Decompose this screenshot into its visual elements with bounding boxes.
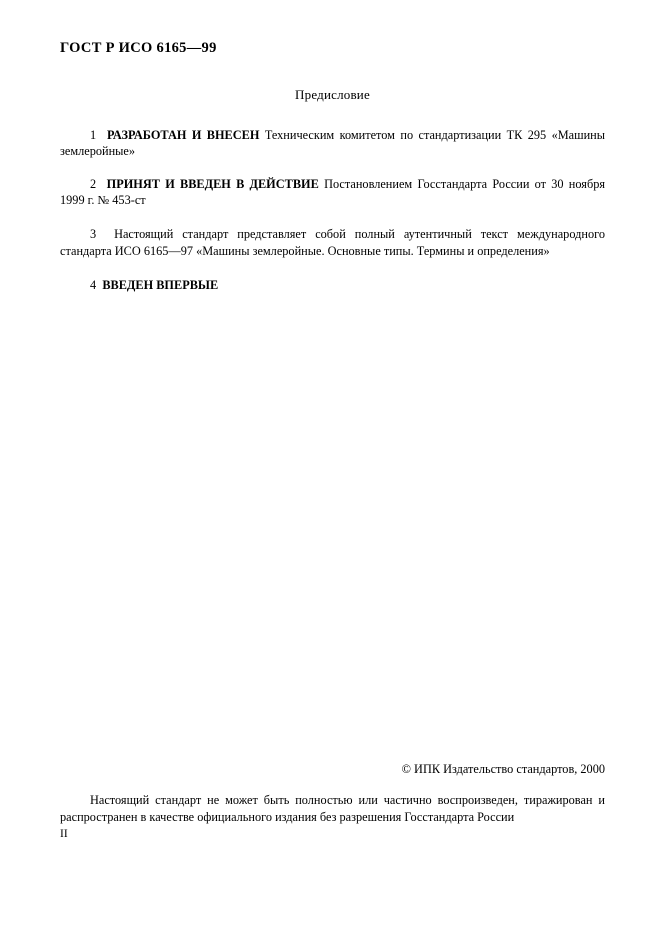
paragraph-2 <box>60 176 605 209</box>
paragraph-1 <box>60 127 605 160</box>
paragraph-3-text: Настоящий стандарт представляет собой полный аутентичный текст международного стандарта ИСО 6165—97 «Машины землеройные. Основные типы. Термины и определения» <box>60 227 605 258</box>
paragraph-4 <box>60 277 605 293</box>
paragraph-2-text: Постановлением Госстандарта России от 30 ноября 1999 г. № 453-ст <box>60 176 606 208</box>
paragraph-2-number: 2 <box>90 176 97 191</box>
paragraph-1-lead: РАЗРАБОТАН И ВНЕСЕН <box>106 128 260 142</box>
page-number: II <box>60 828 68 840</box>
document-body <box>60 40 605 293</box>
paragraph-2-lead: ПРИНЯТ И ВВЕДЕН В ДЕЙСТВИЕ <box>106 176 319 191</box>
copyright-line: © ИПК Издательство стандартов, 2000 <box>401 762 605 776</box>
document-standard-number: ГОСТ Р ИСО 6165—99 <box>60 40 217 56</box>
reproduction-notice: Настоящий стандарт не может быть полностью или частично воспроизведен, тиражирован и распространен в качестве официального издания без разрешения Госстандарта России <box>60 793 605 824</box>
paragraph-1-number: 1 <box>90 128 97 142</box>
paragraph-4-lead: ВВЕДЕН ВПЕРВЫЕ <box>102 278 219 293</box>
section-title-preface: Предисловие <box>295 87 370 102</box>
paragraph-1-text: Техническим комитетом по стандартизации ТК 295 «Машины землеройные» <box>60 128 606 159</box>
paragraph-3 <box>60 226 605 259</box>
paragraph-4-number: 4 <box>90 278 97 293</box>
paragraph-3-number: 3 <box>90 227 97 242</box>
